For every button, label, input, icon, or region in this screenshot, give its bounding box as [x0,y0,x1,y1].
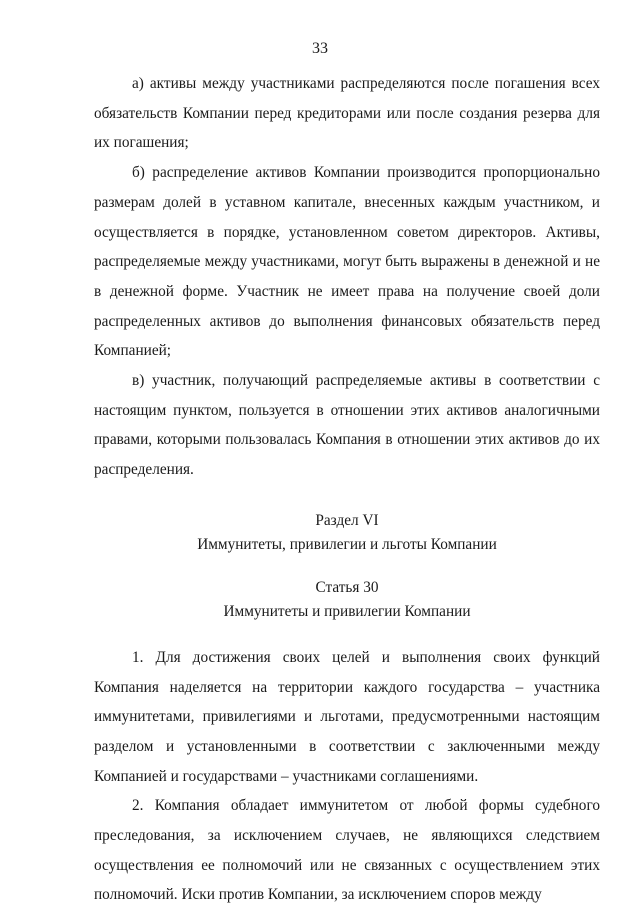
section-number: Раздел VI [315,511,379,529]
article-heading [94,576,600,624]
page-number: 33 [312,40,328,57]
article-title: Иммунитеты и привилегии Компании [223,602,471,620]
article-paragraph-1: 1. Для достижения своих целей и выполнения своих функций Компания наделяется на территории каждого государства – участника иммунитетами, привилегиями и льготами, предусмотренными настоящим разделом и установленными в соответствии с заключенными между Компанией и государствами – участниками соглашениями. [94,648,600,785]
paragraph-c: в) участник, получающий распределяемые активы в соответствии с настоящим пунктом, пользуется в отношении этих активов аналогичными правами, которыми пользовалась Компания в отношении этих активов до их распределения. [94,372,600,479]
article-number: Статья 30 [315,578,379,596]
paragraph-a: а) активы между участниками распределяются после погашения всех обязательств Компании перед кредиторами или после создания резерва для их погашения; [94,75,600,152]
paragraph-b: б) распределение активов Компании производится пропорционально размерам долей в уставном капитале, внесенных каждым участником, и осуществляется в порядке, установленном советом директоров. Активы, распределяемые между участниками, могут быть выражены в денежной и не в денежной форме. Участник не имеет права на получение своей доли распределенных активов до выполнения финансовых обязательств перед Компанией; [94,164,600,360]
section-heading [94,509,600,557]
article-paragraph-2: 2. Компания обладает иммунитетом от любой формы судебного преследования, за исключением случаев, не являющихся следствием осуществления ее полномочий или не связанных с осуществлением этих полномочий. Иски против Компании, за исключением споров между [94,797,600,904]
document-body [94,69,600,910]
section-title: Иммунитеты, привилегии и льготы Компании [197,535,497,553]
